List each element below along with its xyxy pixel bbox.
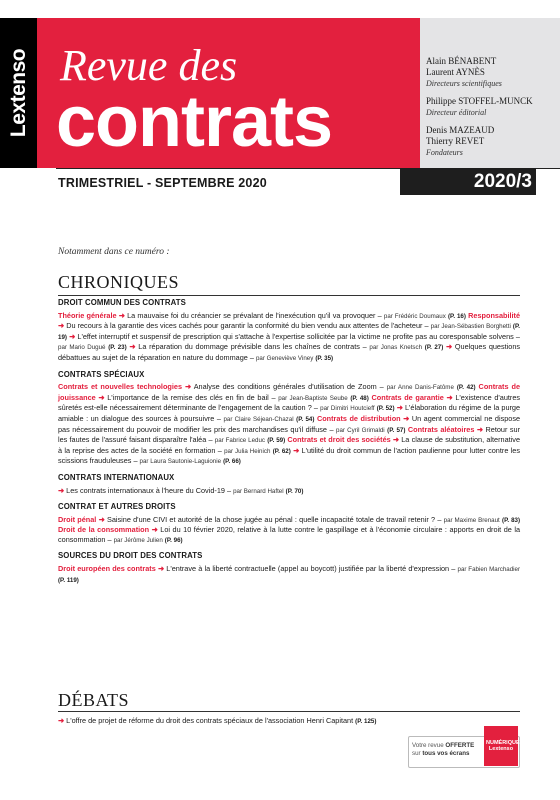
article-page: (P. 27) xyxy=(424,344,444,352)
article-author: par Fabrice Leduc xyxy=(214,437,265,445)
highlights-intro: Notamment dans ce numéro : xyxy=(58,247,170,257)
article-paragraph xyxy=(58,382,520,467)
article-topic: Contrats et nouvelles technologies xyxy=(58,382,183,392)
article-paragraph xyxy=(58,486,520,497)
publisher-logo xyxy=(0,18,37,168)
arrow-icon: ➜ xyxy=(118,310,125,320)
editor-role: Directeurs scientifiques xyxy=(426,79,502,88)
section-title: CONTRATS SPÉCIAUX xyxy=(58,369,145,379)
article-title: L'entrave à la liberté contractuelle (appel au boycott) justifiée par la liberté d'expression – xyxy=(166,564,456,574)
arrow-icon: ➜ xyxy=(185,382,192,392)
article-topic: Droit pénal xyxy=(58,514,97,524)
article-page: (P. 52) xyxy=(376,405,395,413)
article-page: (P. 35) xyxy=(315,354,334,362)
article-topic: Droit européen des contrats xyxy=(58,564,156,574)
article-author: par Laura Sautonie-Laguionie xyxy=(139,458,222,466)
editorial-board xyxy=(426,56,558,165)
issue-number: 2020/3 xyxy=(473,171,532,192)
article-page: (P. 54) xyxy=(296,415,315,423)
article-page: (P. 19) xyxy=(58,323,521,341)
section-title: CONTRATS INTERNATIONAUX xyxy=(58,472,175,482)
chroniques-list xyxy=(58,298,520,591)
numerique-logo xyxy=(484,726,518,766)
article-page: (P. 119) xyxy=(58,576,79,584)
section-title: CONTRAT ET AUTRES DROITS xyxy=(58,502,176,512)
section-title: SOURCES DU DROIT DES CONTRATS xyxy=(58,551,203,561)
journal-title-line2: contrats xyxy=(56,82,333,162)
editor-role: Fondateurs xyxy=(426,148,463,157)
article-paragraph xyxy=(58,564,520,585)
arrow-icon: ➜ xyxy=(446,392,453,402)
article-title: L'offre de projet de réforme du droit des contrats spéciaux de l'association Henri Capitant xyxy=(66,716,354,725)
journal-title-line1: Revue des xyxy=(60,41,238,90)
article-page: (P. 125) xyxy=(355,718,377,725)
article-topic: Contrats de garantie xyxy=(371,392,444,402)
article-author: par Jérôme Julien xyxy=(113,536,163,544)
arrow-icon: ➜ xyxy=(446,342,453,352)
badge-line1-prefix: Votre revue xyxy=(412,742,446,749)
article-page: (P. 48) xyxy=(350,394,369,402)
article-title: Analyse des conditions générales d'utilisation de Zoom – xyxy=(193,382,384,392)
publisher-name: Lextenso xyxy=(6,48,30,138)
article-title: La mauvaise foi du créancier se prévalant de l'inexécution qu'il va provoquer – xyxy=(127,310,382,320)
arrow-icon: ➜ xyxy=(69,331,76,341)
article-page: (P. 62) xyxy=(272,447,291,455)
debats-list xyxy=(58,716,520,733)
article-paragraph xyxy=(58,716,520,727)
article-author: par Jean-Baptiste Seube xyxy=(278,394,348,402)
article-topic: Contrats de distribution xyxy=(316,413,401,423)
article-author: par Anne Danis-Fatôme xyxy=(386,384,454,392)
article-title: Du recours à la garantie des vices cachés pour garantir la conformité du bien vendu aux attentes de l'acheteur – xyxy=(66,321,429,331)
arrow-icon: ➜ xyxy=(157,564,165,574)
article-topic: Contrats de jouissance xyxy=(58,382,521,402)
article-title: L'effet interruptif et suspensif de prescription qui s'attache à l'expertise sollicitée par la victime ne profite pas au coresponsable solvens – xyxy=(77,331,520,341)
editor-name: Thierry REVET xyxy=(426,136,485,146)
article-page: (P. 59) xyxy=(267,437,286,445)
editor-group xyxy=(426,125,558,158)
article-page: (P. 16) xyxy=(448,312,466,320)
editor-name: Denis MAZEAUD xyxy=(426,125,495,135)
arrow-icon: ➜ xyxy=(403,413,410,423)
arrow-icon: ➜ xyxy=(396,403,403,413)
digital-offer-text xyxy=(412,742,484,758)
chroniques-heading: CHRONIQUES xyxy=(58,272,180,292)
article-author: par Claire Séjean-Chazal xyxy=(223,415,294,423)
article-page: (P. 66) xyxy=(223,458,241,466)
arrow-icon: ➜ xyxy=(476,424,484,434)
badge-line1-bold: OFFERTE xyxy=(445,742,475,749)
article-author: par Fabien Marchadier xyxy=(457,566,521,574)
article-paragraph xyxy=(58,515,520,546)
article-author: par Frédéric Doumaux xyxy=(383,312,446,320)
article-author: par Mario Dugué xyxy=(58,344,106,352)
editor-group xyxy=(426,56,558,89)
arrow-icon: ➜ xyxy=(129,342,136,352)
arrow-icon: ➜ xyxy=(58,716,65,725)
article-title: Saisine d'une CIVI et autorité de la chose jugée au pénal : quelle incapacité totale de travail retenir ? – xyxy=(106,514,442,524)
badge-line2-prefix: sur xyxy=(412,750,423,757)
article-topic: Responsabilité xyxy=(468,310,521,320)
article-page: (P. 42) xyxy=(456,384,476,392)
arrow-icon: ➜ xyxy=(151,525,158,535)
article-page: (P. 57) xyxy=(387,426,406,434)
arrow-icon: ➜ xyxy=(58,321,65,331)
article-author: par Dimitri Houtcieff xyxy=(320,405,375,413)
article-author: par Maxime Brenaut xyxy=(443,516,500,524)
article-topic: Théorie générale xyxy=(58,310,117,320)
article-title: La réparation du dommage prévisible dans les chaînes de contrats – xyxy=(138,342,367,352)
article-title: Loi du 10 février 2020, relative à la lutte contre le gaspillage et à l'économie circulaire : apports en droit de la consommation – xyxy=(58,525,521,544)
publication-frequency: TRIMESTRIEL - SEPTEMBRE 2020 xyxy=(58,176,267,190)
article-page: (P. 83) xyxy=(502,516,521,524)
debats-divider xyxy=(58,711,520,712)
article-topic: Contrats aléatoires xyxy=(407,424,475,434)
editor-name: Alain BÉNABENT xyxy=(426,56,497,66)
article-author: par Jean-Sébastien Borghetti xyxy=(430,323,511,331)
editor-name: Laurent AYNÈS xyxy=(426,67,485,77)
arrow-icon: ➜ xyxy=(293,445,300,455)
article-topic: Contrats et droit des sociétés xyxy=(287,435,391,445)
section-title: DROIT COMMUN DES CONTRATS xyxy=(58,298,186,307)
article-author: par Cyril Grimaldi xyxy=(336,426,385,434)
article-author: par Julia Heinich xyxy=(224,447,271,455)
editor-group xyxy=(426,96,558,118)
article-title: Quelques questions débattues au sujet de la réparation en nature du dommage – xyxy=(58,342,521,362)
article-title: Retour sur les fautes de l'assuré faisant disparaître l'aléa – xyxy=(58,424,521,445)
debats-heading: DÉBATS xyxy=(58,690,130,710)
article-topic: Droit de la consommation xyxy=(58,525,150,535)
badge-line2-bold: tous vos écrans xyxy=(422,750,470,757)
article-title: Les contrats internationaux à l'heure du Covid-19 – xyxy=(66,485,232,495)
article-title: L'existence d'autres sûretés est-elle nécessairement déterminante de l'engagement de la caution ? – xyxy=(58,392,521,413)
article-paragraph xyxy=(58,311,520,364)
article-page: (P. 70) xyxy=(285,487,304,495)
article-title: La clause de substitution, alternative à la reprise des actes de la société en formation – xyxy=(58,435,521,455)
article-title: L'importance de la remise des clés en fin de bail – xyxy=(107,392,276,402)
arrow-icon: ➜ xyxy=(98,392,105,402)
arrow-icon: ➜ xyxy=(98,514,105,524)
article-page: (P. 23) xyxy=(108,344,127,352)
arrow-icon: ➜ xyxy=(58,485,65,495)
article-page: (P. 96) xyxy=(164,536,183,544)
article-author: par Jonas Knetsch xyxy=(369,344,423,352)
article-title: L'élaboration du régime de la purge amiable : un dialogue des sources à poursuivre – xyxy=(58,403,521,423)
editor-role: Directeur éditorial xyxy=(426,108,487,117)
article-title: Un agent commercial ne dispose pas nécessairement du pouvoir de modifier les prix des marchandises qu'il diffuse – xyxy=(58,413,521,434)
chroniques-divider xyxy=(58,295,520,296)
article-author: par Bernard Haftel xyxy=(233,487,284,495)
arrow-icon: ➜ xyxy=(392,435,400,445)
article-title: L'utilité du droit commun de l'action paulienne pour lutter contre les scissions frauduleuses – xyxy=(58,445,521,466)
article-author: par Geneviève Viney xyxy=(255,354,314,362)
numerique-logo-text: NUMÉRIQUE Lextenso xyxy=(486,740,520,752)
editor-name: Philippe STOFFEL-MUNCK xyxy=(426,96,533,106)
